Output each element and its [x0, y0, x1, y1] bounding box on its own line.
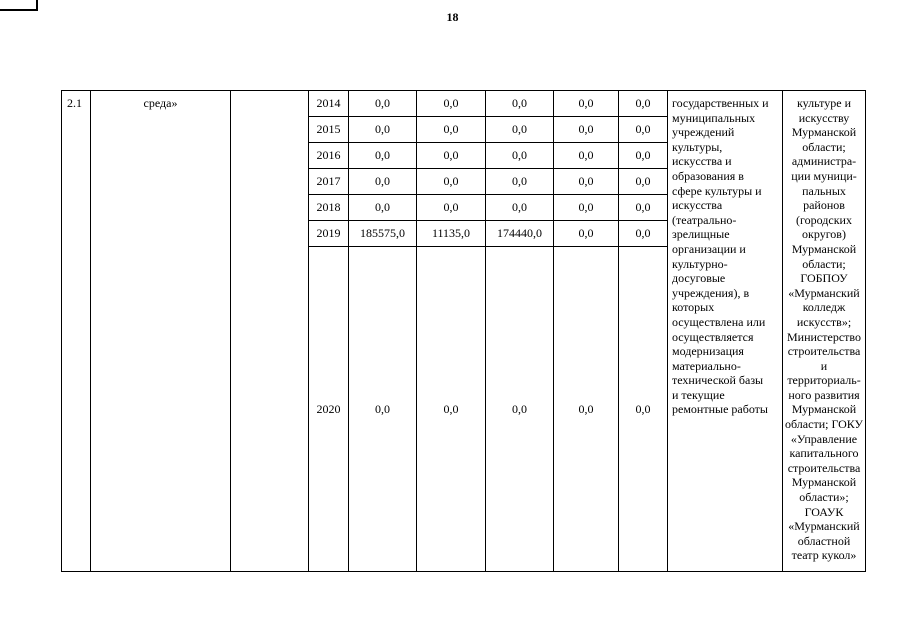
result-text-line: которых	[672, 300, 715, 315]
executor-text-line: и	[820, 358, 828, 373]
value-cell: 0,0	[349, 117, 417, 143]
executor-text-line: культуре и	[797, 96, 851, 110]
executor-text-line: администра-	[791, 154, 857, 169]
executor-text-line: искусств»;	[796, 314, 852, 329]
result-text-line: организации и	[672, 241, 746, 256]
year-cell: 2014	[309, 91, 349, 117]
value-cell: 0,0	[554, 117, 619, 143]
result-text-line: муниципальных	[672, 110, 756, 125]
value-cell: 0,0	[417, 169, 486, 195]
year-cell: 2016	[309, 143, 349, 169]
program-table	[61, 90, 866, 572]
executor-text-line: театр кукол»	[791, 548, 857, 563]
executor-text-line: искусству	[798, 110, 850, 125]
value-cell: 0,0	[554, 247, 619, 572]
executor-text-line: Министерство	[787, 329, 861, 344]
executor-text-line: Мурманской	[791, 402, 857, 417]
value-cell: 0,0	[486, 91, 554, 117]
result-text-line: ремонтные работы	[672, 402, 768, 417]
result-text-line: государственных и	[672, 96, 769, 110]
executor-text-line: области; ГОКУ	[785, 417, 864, 432]
executor-text-line: «Мурманский	[788, 285, 860, 300]
value-cell: 0,0	[486, 195, 554, 221]
value-cell: 0,0	[619, 221, 668, 247]
result-text-line: материально-	[672, 358, 741, 373]
measure-name-cell: среда»	[91, 91, 231, 572]
value-cell: 0,0	[349, 247, 417, 572]
year-cell: 2020	[309, 247, 349, 572]
result-text-line: искусства	[672, 198, 723, 213]
result-text-line: зрелищные	[672, 227, 730, 242]
result-text-line: осуществлена или	[672, 314, 766, 329]
executor-text-line: ГОАУК	[804, 504, 844, 519]
value-cell: 0,0	[417, 91, 486, 117]
result-text-line: учреждений	[672, 125, 735, 140]
result-indicator-cell	[668, 91, 783, 572]
value-cell: 0,0	[554, 143, 619, 169]
result-text-line: (театрально-	[672, 212, 737, 227]
value-cell: 0,0	[554, 169, 619, 195]
executor-text-line: области;	[802, 139, 846, 154]
value-cell: 0,0	[554, 195, 619, 221]
executor-text-line: строительства	[787, 344, 861, 359]
value-cell: 0,0	[486, 247, 554, 572]
executor-text-line: области»;	[799, 490, 849, 505]
executor-text-line: строительства	[787, 460, 861, 475]
row-number-cell: 2.1	[62, 91, 91, 572]
value-cell: 185575,0	[349, 221, 417, 247]
executor-text-line: (городских	[796, 212, 852, 227]
result-text-line: и текущие	[672, 387, 725, 402]
result-text-line: искусства и	[672, 154, 732, 169]
page-number: 18	[446, 10, 459, 24]
value-cell: 0,0	[417, 247, 486, 572]
value-cell: 0,0	[349, 143, 417, 169]
value-cell: 0,0	[554, 221, 619, 247]
executor-text-line: округов)	[802, 227, 846, 242]
value-cell: 0,0	[619, 117, 668, 143]
executor-cell	[783, 91, 866, 572]
year-cell: 2017	[309, 169, 349, 195]
value-cell: 0,0	[417, 143, 486, 169]
executor-text-line: Мурманской	[791, 475, 857, 490]
value-cell: 0,0	[619, 247, 668, 572]
value-cell: 0,0	[349, 195, 417, 221]
result-text-line: образования в	[672, 168, 744, 183]
value-cell: 11135,0	[417, 221, 486, 247]
value-cell: 0,0	[349, 91, 417, 117]
value-cell: 0,0	[619, 91, 668, 117]
year-cell: 2019	[309, 221, 349, 247]
executor-text-line: Мурманской	[791, 241, 857, 256]
value-cell: 0,0	[417, 117, 486, 143]
executor-text-line: областной	[797, 533, 851, 548]
value-cell: 0,0	[417, 195, 486, 221]
executor-text-line: территориаль-	[787, 373, 861, 388]
value-cell: 0,0	[486, 143, 554, 169]
value-cell: 0,0	[619, 169, 668, 195]
table-row	[62, 91, 866, 117]
result-text-line: культуры,	[672, 139, 723, 154]
executor-text-line: пальных	[802, 183, 846, 198]
value-cell: 0,0	[486, 169, 554, 195]
result-text-line: осуществляется	[672, 329, 754, 344]
executor-text-line: Мурманской	[791, 125, 857, 140]
empty-cell	[231, 91, 309, 572]
result-text-line: культурно-	[672, 256, 728, 271]
year-cell: 2015	[309, 117, 349, 143]
executor-text-line: капитального	[789, 446, 859, 461]
executor-text-line: области;	[802, 256, 846, 271]
value-cell: 0,0	[619, 195, 668, 221]
result-text-line: досуговые	[672, 271, 726, 286]
executor-text-line: ГОБПОУ	[800, 271, 848, 286]
year-cell: 2018	[309, 195, 349, 221]
executor-text-line: ции муници-	[791, 168, 857, 183]
value-cell: 0,0	[349, 169, 417, 195]
value-cell: 0,0	[619, 143, 668, 169]
result-text-line: технической базы	[672, 373, 764, 388]
executor-text-line: «Мурманский	[788, 519, 860, 534]
result-text-line: модернизация	[672, 344, 744, 359]
executor-text-line: «Управление	[790, 431, 858, 446]
result-text-line: сфере культуры и	[672, 183, 762, 198]
executor-text-line: колледж	[802, 300, 846, 315]
result-text-line: учреждения), в	[672, 285, 750, 300]
value-cell: 0,0	[554, 91, 619, 117]
value-cell: 0,0	[486, 117, 554, 143]
value-cell: 174440,0	[486, 221, 554, 247]
executor-text-line: районов	[803, 198, 845, 213]
executor-text-line: ного развития	[788, 387, 860, 402]
